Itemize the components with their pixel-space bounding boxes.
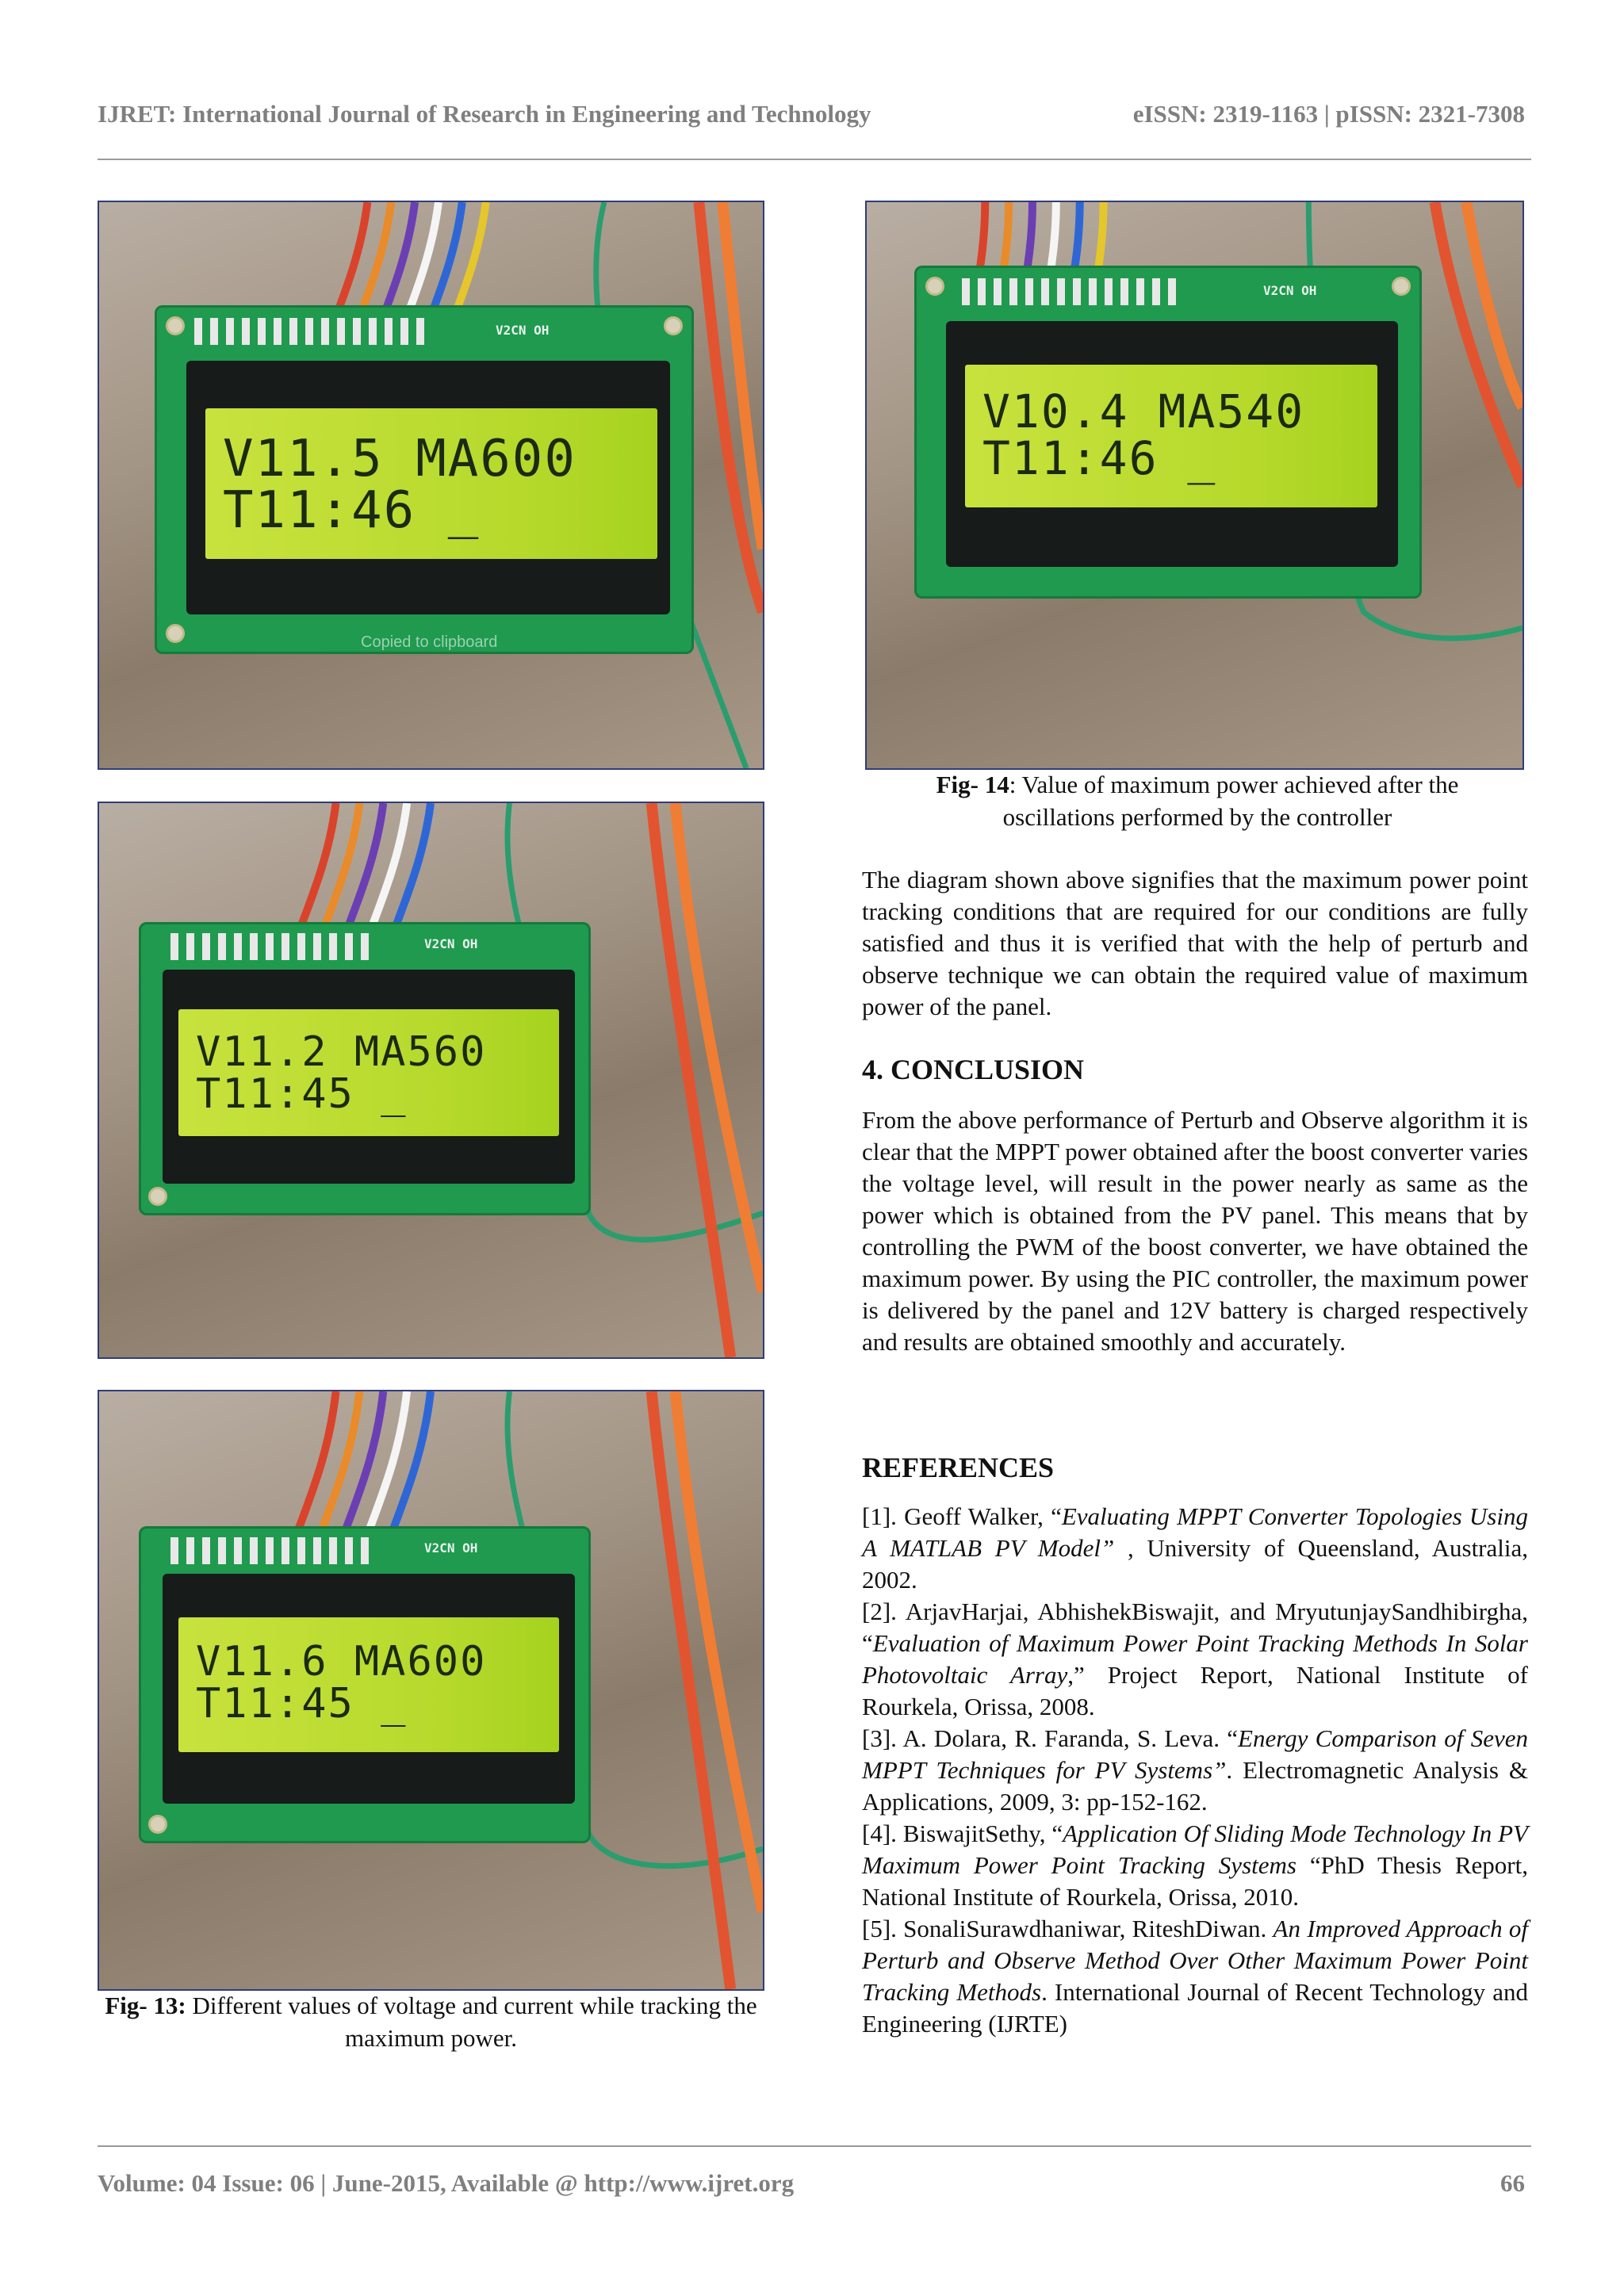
lcd-module — [139, 1526, 591, 1843]
reference-number: [3]. — [862, 1724, 897, 1752]
lcd-bezel — [186, 361, 670, 614]
references-heading: REFERENCES — [862, 1452, 1055, 1483]
reference-number: [5]. — [862, 1914, 897, 1942]
reference-item — [862, 1913, 1528, 2040]
conclusion-paragraph: From the above performance of Perturb and Observe algorithm it is clear that the MPPT power obtained after the boost converter varies the voltage level, will result in the power nearly as same as the power which is obtained from the PV panel. This means that by controlling the PWM of the boost converter, we have obtained the maximum power. By using the PIC controller, the maximum power is delivered by the panel and 12V battery is charged respectively and results are obtained smoothly and accurately. — [862, 1106, 1528, 1356]
lcd-photo-3 — [98, 1390, 764, 1991]
mount-hole — [664, 316, 683, 335]
reference-item — [862, 1818, 1528, 1913]
lcd-photo-4 — [865, 201, 1524, 770]
lcd-line-1: V11.2 MA560 — [196, 1028, 487, 1076]
mount-hole — [166, 624, 185, 643]
lcd-line-2: T11:46 _ — [982, 431, 1217, 486]
reference-item — [862, 1501, 1528, 1596]
header-pins — [194, 318, 432, 345]
reference-item — [862, 1596, 1528, 1723]
lcd-screen — [205, 408, 657, 559]
mount-hole — [166, 316, 185, 335]
lcd-line-2: T11:45 _ — [196, 1680, 408, 1728]
lcd-screen — [178, 1009, 559, 1136]
lcd-line-1: V10.4 MA540 — [982, 385, 1305, 438]
fig-14-label: Fig- 14 — [936, 771, 1009, 798]
reference-source: ,” Project Report, National Institute of Rourkela, Orissa, 2008. — [862, 1660, 1529, 1720]
volume-info: Volume: 04 Issue: 06 | June-2015, Available @ http://www.ijret.org — [98, 2169, 795, 2197]
pcb-silkscreen: V2CN OH — [424, 1540, 478, 1556]
references-list — [862, 1501, 1528, 2040]
reference-authors: Geoff Walker, “ — [896, 1502, 1062, 1530]
lcd-bezel — [163, 1574, 575, 1804]
reference-source: , University of Queensland, Australia, 2002. — [862, 1533, 1528, 1594]
lcd-module — [139, 922, 591, 1215]
journal-title: IJRET: International Journal of Research in Engineering and Technology — [98, 100, 871, 128]
issn-info: eISSN: 2319-1163 | pISSN: 2321-7308 — [1132, 100, 1525, 128]
pcb-silkscreen: V2CN OH — [496, 323, 550, 338]
lcd-screen — [965, 365, 1377, 507]
reference-title: Evaluation of Maximum Power Point Tracking Methods In Solar Photovoltaic Array — [862, 1628, 1528, 1689]
lcd-module — [155, 305, 694, 654]
reference-number: [1]. — [862, 1502, 897, 1530]
lcd-module — [914, 266, 1422, 599]
fig-13-label: Fig- 13: — [105, 1992, 186, 2019]
lcd-photo-1 — [98, 201, 764, 770]
lcd-bezel — [946, 321, 1398, 567]
reference-authors: A. Dolara, R. Faranda, S. Leva. “ — [896, 1724, 1239, 1752]
header-pins — [962, 278, 1184, 305]
mount-hole — [148, 1815, 167, 1834]
mount-hole — [148, 1187, 167, 1206]
reference-title: Application Of Sliding Mode Technology In PV Maximum Power Point Tracking Systems — [862, 1819, 1528, 1879]
header-rule — [98, 159, 1531, 160]
reference-number: [4]. — [862, 1819, 897, 1847]
conclusion-heading: 4. CONCLUSION — [862, 1054, 1085, 1085]
page-number: 66 — [1500, 2169, 1525, 2197]
lcd-line-2: T11:45 _ — [196, 1070, 408, 1119]
header-pins — [170, 1537, 377, 1564]
lcd-line-1: V11.6 MA600 — [196, 1638, 487, 1686]
mount-hole — [1392, 277, 1411, 296]
mount-hole — [925, 277, 944, 296]
pcb-silkscreen: V2CN OH — [424, 936, 478, 951]
lcd-screen — [178, 1617, 559, 1752]
footer-rule — [98, 2145, 1531, 2147]
lcd-photo-2 — [98, 802, 764, 1359]
fig-14-text: : Value of maximum power achieved after the oscillations performed by the controller — [1002, 771, 1459, 831]
fig-14-caption — [880, 769, 1515, 834]
reference-title: An Improved Approach of Perturb and Observe Method Over Other Maximum Power Point Tracking Methods — [862, 1914, 1528, 2006]
reference-source: . Electromagnetic Analysis & Applications, 2009, 3: pp-152-162. — [862, 1755, 1528, 1816]
reference-source: “PhD Thesis Report, National Institute of Rourkela, Orissa, 2010. — [862, 1850, 1528, 1911]
fig-13-text: Different values of voltage and current while tracking the maximum power. — [186, 1992, 757, 2052]
lcd-bezel — [163, 970, 575, 1184]
reference-authors: BiswajitSethy, “ — [896, 1819, 1063, 1847]
lcd-line-2: T11:46 _ — [223, 481, 481, 541]
header-pins — [170, 933, 377, 960]
clipboard-overlay: Copied to clipboard — [361, 633, 498, 651]
lcd-line-1: V11.5 MA600 — [223, 430, 576, 488]
reference-authors: SonaliSurawdhaniwar, RiteshDiwan. — [896, 1914, 1274, 1942]
reference-source: . International Journal of Recent Technology and Engineering (IJRTE) — [862, 1977, 1528, 2038]
body-paragraph: The diagram shown above signifies that the maximum power point tracking conditions that are required for our conditions are fully satisfied and thus it is verified that with the help of perturb and observe technique we can obtain the required value of maximum power of the panel. — [862, 866, 1528, 1020]
fig-13-caption — [98, 1990, 764, 2055]
reference-title: Energy Comparison of Seven MPPT Techniques for PV Systems” — [862, 1724, 1528, 1784]
reference-title: Evaluating MPPT Converter Topologies Using A MATLAB PV Model” — [862, 1502, 1528, 1562]
pcb-silkscreen: V2CN OH — [1263, 283, 1317, 298]
reference-authors: ArjavHarjai, AbhishekBiswajit, and MryutunjaySandhibirgha, “ — [862, 1597, 1528, 1657]
reference-item — [862, 1723, 1528, 1818]
reference-number: [2]. — [862, 1597, 897, 1625]
